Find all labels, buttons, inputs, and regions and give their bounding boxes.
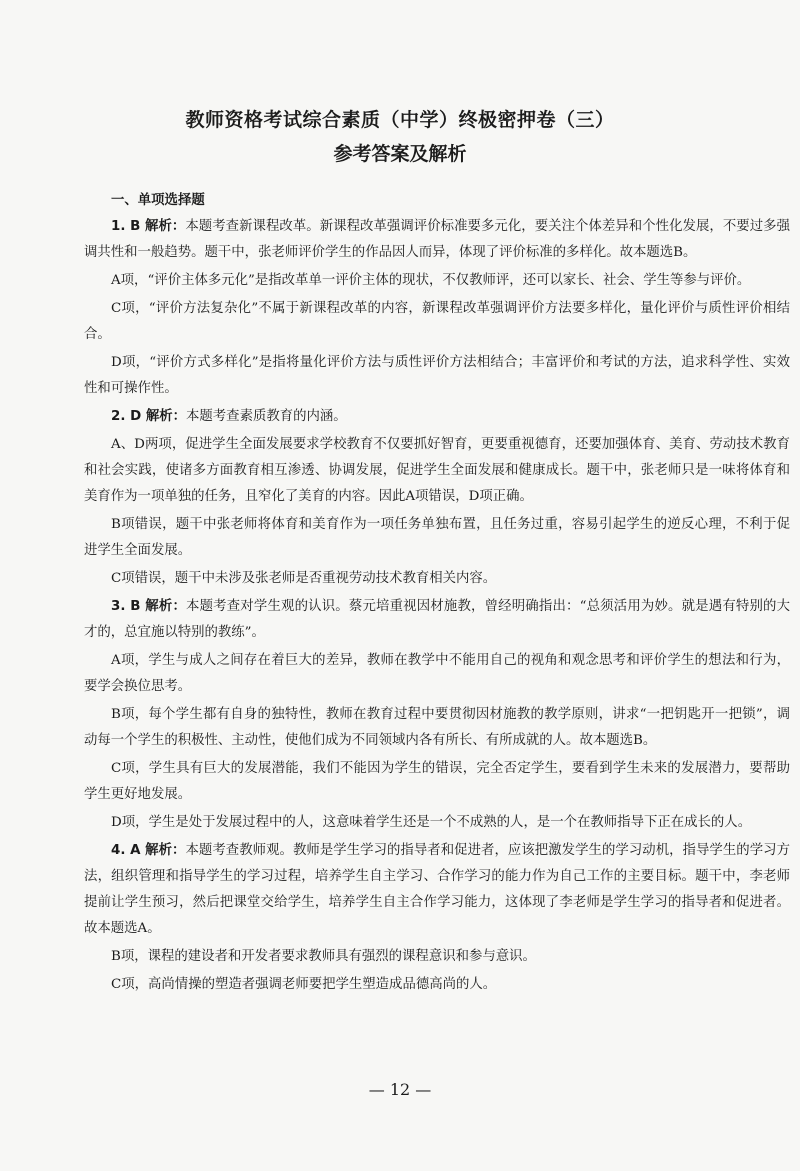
explanation-paragraph	[84, 350, 790, 402]
paragraph-text: B项，课程的建设者和开发者要求教师具有强烈的课程意识和参与意识。	[111, 949, 536, 964]
explanation-paragraph	[84, 566, 790, 592]
paragraph-text: 本题考查对学生观的认识。蔡元培重视因材施教，曾经明确指出：“总须活用为妙。就是遇有特别的大才的，总宜施以特别的教练”。	[84, 599, 791, 640]
explanation-paragraph	[84, 972, 790, 998]
section-heading: 一、单项选择题	[111, 193, 205, 208]
page-title: 教师资格考试综合素质（中学）终极密押卷（三）	[185, 109, 615, 131]
explanation-paragraph	[84, 268, 790, 294]
paragraph-text: C项，学生具有巨大的发展潜能，我们不能因为学生的错误，完全否定学生，要看到学生未来的发展潜力，要帮助学生更好地发展。	[84, 761, 790, 802]
page-number: — 12 —	[368, 1080, 432, 1099]
title-block	[0, 104, 800, 170]
paragraph-text: D项，“评价方式多样化”是指将量化评价方法与质性评价方法相结合；丰富评价和考试的方法，追求科学性、实效性和可操作性。	[84, 355, 790, 396]
explanation-paragraph	[84, 296, 790, 348]
explanation-paragraph	[84, 810, 790, 836]
paragraph-text: 本题考查新课程改革。新课程改革强调评价标准要多元化，要关注个体差异和个性化发展，不要过多强调共性和一般趋势。题干中，张老师评价学生的作品因人而异，体现了评价标准的多样化。故本题选B。	[84, 219, 790, 260]
question-answer-label: 3. B 解析：	[111, 599, 187, 614]
paragraph-text: A、D两项，促进学生全面发展要求学校教育不仅要抓好智育，更要重视德育，还要加强体育、美育、劳动技术教育和社会实践，使诸多方面教育相互渗透、协调发展，促进学生全面发展和健康成长。题干中，张老师只是一味将体育和美育作为一项单独的任务，且窄化了美育的内容。因此A项错误，D项正确。	[84, 437, 790, 504]
explanation-paragraph	[84, 648, 790, 700]
paragraph-text: B项错误，题干中张老师将体育和美育作为一项任务单独布置，且任务过重，容易引起学生的逆反心理，不利于促进学生全面发展。	[84, 517, 790, 558]
paragraph-text: C项，“评价方法复杂化”不属于新课程改革的内容，新课程改革强调评价方法要多样化，量化评价与质性评价相结合。	[84, 301, 790, 342]
question-paragraph	[84, 214, 790, 266]
explanation-paragraph	[84, 512, 790, 564]
content-body	[84, 188, 790, 1000]
question-answer-label: 4. A 解析：	[111, 843, 186, 858]
paragraph-text: A项，学生与成人之间存在着巨大的差异，教师在教学中不能用自己的视角和观念思考和评价学生的想法和行为，要学会换位思考。	[84, 653, 790, 694]
question-paragraph	[84, 404, 790, 430]
paragraph-text: B项，每个学生都有自身的独特性，教师在教育过程中要贯彻因材施教的教学原则，讲求“一把钥匙开一把锁”，调动每一个学生的积极性、主动性，使他们成为不同领域内各有所长、有所成就的人。故本题选B。	[84, 707, 790, 748]
explanation-paragraph	[84, 702, 790, 754]
question-paragraph	[84, 838, 790, 942]
explanation-paragraph	[84, 432, 790, 510]
paragraph-text: A项，“评价主体多元化”是指改革单一评价主体的现状，不仅教师评，还可以家长、社会、学生等参与评价。	[111, 273, 751, 288]
paragraph-text: 本题考查教师观。教师是学生学习的指导者和促进者，应该把激发学生的学习动机，指导学生的学习方法，组织管理和指导学生的学习过程，培养学生自主学习、合作学习的能力作为自己工作的主要目标。题干中，李老师提前让学生预习，然后把课堂交给学生，培养学生自主合作学习能力，这体现了李老师是学生学习的指导者和促进者。故本题选A。	[84, 843, 790, 936]
explanation-paragraph	[84, 756, 790, 808]
page-subtitle: 参考答案及解析	[333, 143, 467, 165]
paragraph-list	[84, 214, 790, 998]
paragraph-text: 本题考查素质教育的内涵。	[186, 409, 347, 424]
explanation-paragraph	[84, 944, 790, 970]
question-answer-label: 1. B 解析：	[111, 219, 186, 234]
paragraph-text: C项错误，题干中未涉及张老师是否重视劳动技术教育相关内容。	[111, 571, 497, 586]
paragraph-text: D项，学生是处于发展过程中的人，这意味着学生还是一个不成熟的人，是一个在教师指导下正在成长的人。	[111, 815, 752, 830]
paragraph-text: C项，高尚情操的塑造者强调老师要把学生塑造成品德高尚的人。	[111, 977, 497, 992]
question-paragraph	[84, 594, 790, 646]
question-answer-label: 2. D 解析：	[111, 409, 187, 424]
